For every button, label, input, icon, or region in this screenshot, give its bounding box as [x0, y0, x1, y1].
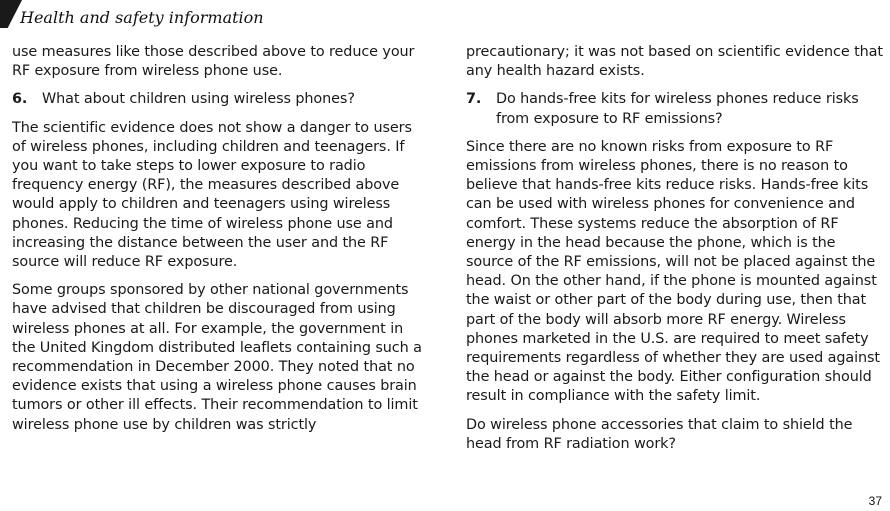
continuation-paragraph: precautionary; it was not based on scientific evidence that any health hazard exists.	[466, 44, 883, 80]
question-7	[466, 90, 886, 128]
question-7-text: Do hands-free kits for wireless phones reduce risks from exposure to RF emissions?	[496, 91, 859, 127]
children-paragraph-1: The scientific evidence does not show a danger to users of wireless phones, including children and teenagers. If you want to take steps to lower exposure to radio frequency energy (RF), the measures described above would apply to children and teenagers using wireless phones. Reducing the time of wireless phone use and increasing the distance between the user and the RF source will reduce RF exposure.	[12, 119, 412, 271]
header-accent-bar	[0, 0, 22, 28]
question-7-number: 7.	[466, 91, 482, 108]
intro-paragraph: use measures like those described above to reduce your RF exposure from wireless phone use.	[12, 44, 415, 80]
question-6-number: 6.	[12, 91, 28, 108]
children-paragraph-2: Some groups sponsored by other national governments have advised that children be discouraged from using wireless phones at all. For example, the government in the United Kingdom distributed leaflets containing such a recommendation in December 2000. They noted that no evidence exists that using a wireless phone causes brain tumors or other ill effects. Their recommendation to limit wireless phone use by children was strictly	[12, 282, 422, 433]
shield-question-paragraph: Do wireless phone accessories that claim to shield the head from RF radiation work?	[466, 416, 853, 452]
right-column	[466, 43, 886, 463]
page-number: 37	[868, 494, 882, 508]
left-column	[12, 43, 428, 444]
question-6-text: What about children using wireless phones?	[42, 91, 355, 108]
question-6	[12, 90, 428, 109]
page-header-title: Health and safety information	[20, 8, 264, 27]
hands-free-paragraph: Since there are no known risks from exposure to RF emissions from wireless phones, there is no reason to believe that hands-free kits reduce risks. Hands-free kits can be used with wireless phones for convenience and comfort. These systems reduce the absorption of RF energy in the head because the phone, which is the source of the RF emissions, will not be placed against the head. On the other hand, if the phone is mounted against the waist or other part of the body during use, then that part of the body will absorb more RF energy. Wireless phones marketed in the U.S. are required to meet safety requirements regardless of whether they are used against the head or against the body. Either configuration should result in compliance with the safety limit.	[466, 138, 880, 405]
